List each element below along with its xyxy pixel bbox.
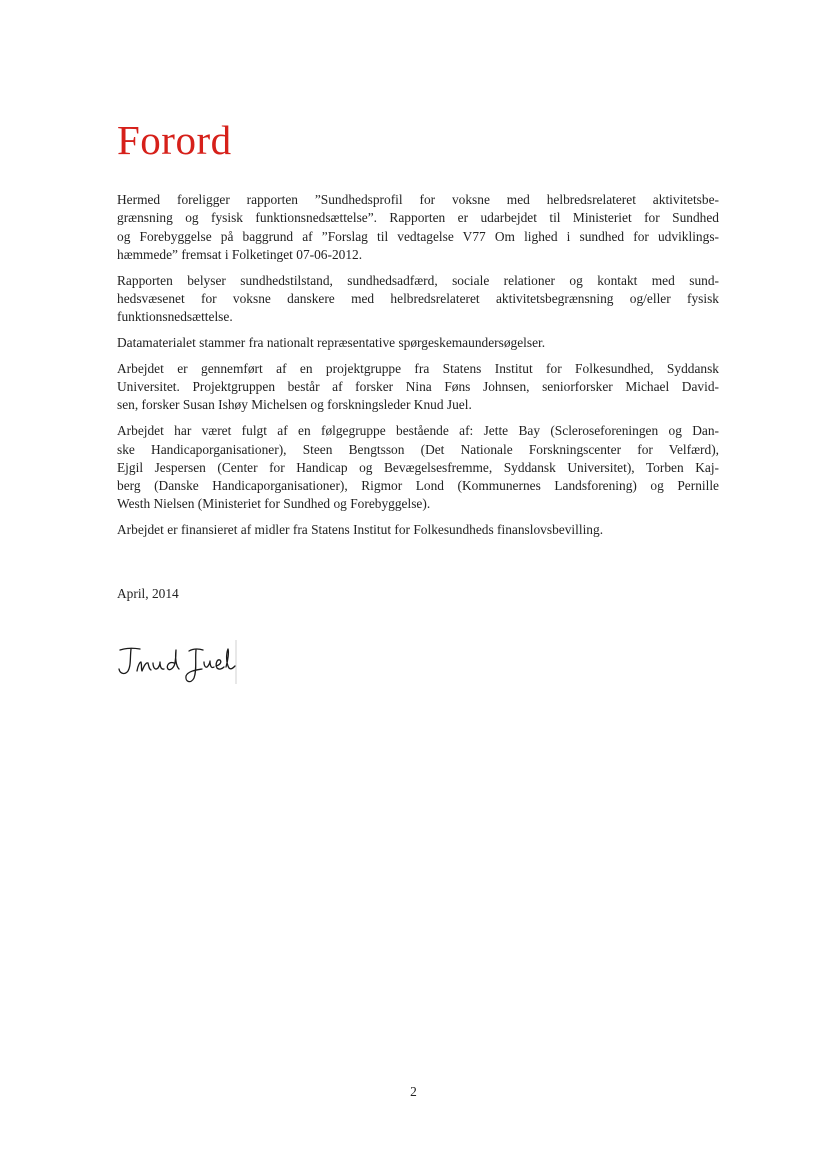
paragraph-5 <box>117 422 719 513</box>
paragraph-6 <box>117 521 719 539</box>
paragraph-line: Datamaterialet stammer fra nationalt repræsentative spørgeskemaundersøgelser. <box>117 335 546 351</box>
paragraph-line: Arbejdet er finansieret af midler fra Statens Institut for Folkesundheds finanslovsbevilling. <box>117 522 604 538</box>
paragraph-2 <box>117 272 719 327</box>
paragraph-line: hedsvæsenet for voksne danskere med helbredsrelateret aktivitetsbegrænsning og/eller fysisk <box>117 290 719 306</box>
paragraph-line: grænsning og fysisk funktionsnedsættelse”. Rapporten er udarbejdet til Ministeriet for Sundhed <box>117 210 719 226</box>
paragraph-line: Arbejdet er gennemført af en projektgruppe fra Statens Institut for Folkesundhed, Syddansk <box>117 360 719 376</box>
paragraph-line: berg (Danske Handicaporganisationer), Rigmor Lond (Kommunernes Landsforening) og Pernille <box>117 478 719 494</box>
date-line: April, 2014 <box>117 586 179 601</box>
handwritten-signature-icon <box>112 638 242 686</box>
paragraph-line: sen, forsker Susan Ishøy Michelsen og forskningsleder Knud Juel. <box>117 397 472 413</box>
paragraph-line: Westh Nielsen (Ministeriet for Sundhed og Forebyggelse). <box>117 496 431 512</box>
foreword-body <box>117 191 719 547</box>
paragraph-line: Hermed foreligger rapporten ”Sundhedsprofil for voksne med helbredsrelateret aktivitetsbe- <box>117 192 719 207</box>
paragraph-4 <box>117 360 719 415</box>
page-number: 2 <box>410 1084 417 1099</box>
paragraph-line: hæmmede” fremsat i Folketinget 07-06-2012. <box>117 246 363 262</box>
paragraph-line: Rapporten belyser sundhedstilstand, sundhedsadfærd, sociale relationer og kontakt med sund- <box>117 272 719 288</box>
paragraph-line: Ejgil Jespersen (Center for Handicap og Bevægelsesfremme, Syddansk Universitet), Torben Kaj- <box>117 459 719 475</box>
paragraph-line: Universitet. Projektgruppen består af forsker Nina Føns Johnsen, seniorforsker Michael David- <box>117 379 719 395</box>
paragraph-line: funktionsnedsættelse. <box>117 309 233 325</box>
page-title: Forord <box>117 117 232 163</box>
paragraph-3 <box>117 334 719 352</box>
paragraph-line: Arbejdet har været fulgt af en følgegruppe bestående af: Jette Bay (Scleroseforeningen og Dan- <box>117 423 719 439</box>
paragraph-1 <box>117 191 719 264</box>
paragraph-line: og Forebyggelse på baggrund af ”Forslag til vedtagelse V77 Om lighed i sundhed for udviklings- <box>117 228 719 244</box>
paragraph-line: ske Handicaporganisationer), Steen Bengtsson (Det Nationale Forskningscenter for Velfærd), <box>117 441 719 457</box>
